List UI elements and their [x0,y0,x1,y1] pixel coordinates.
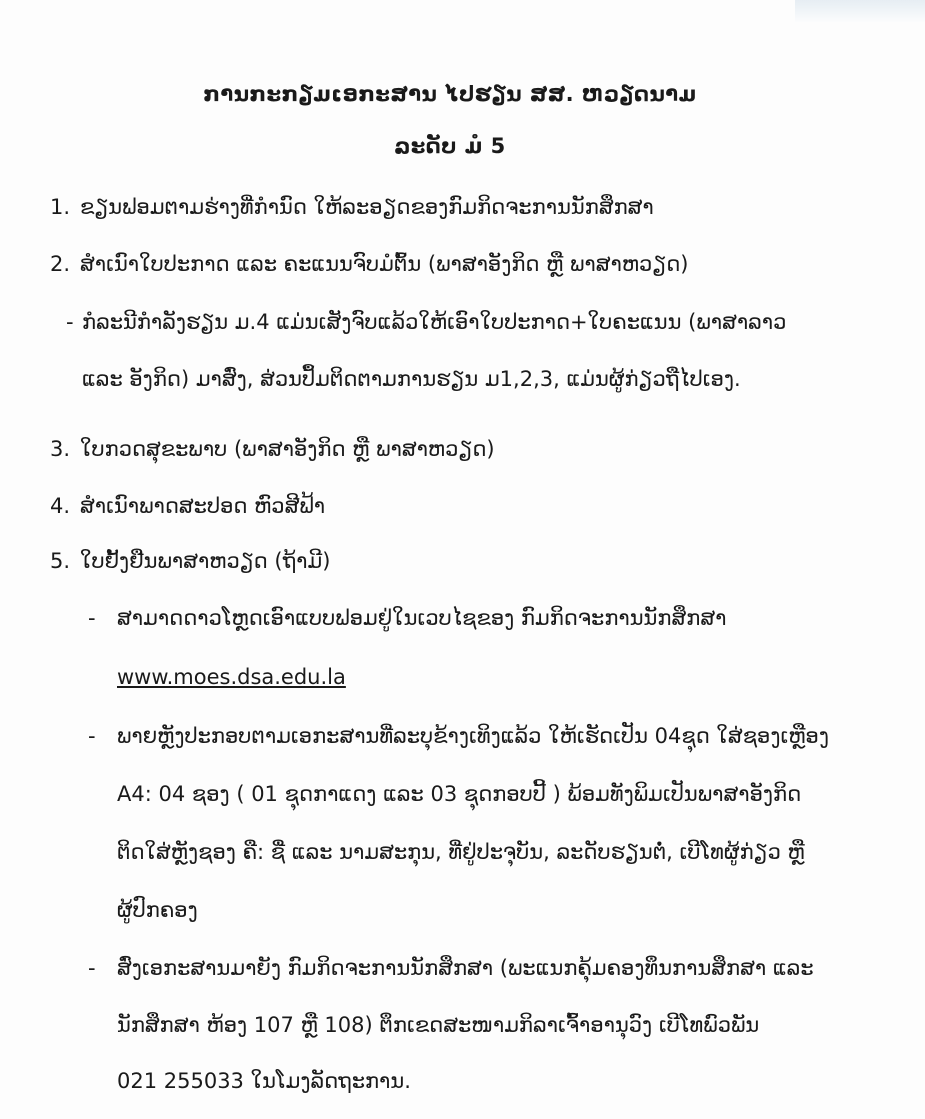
note-line: ພາຍຫຼັງປະກອບຕາມເອກະສານທີ່ລະບຸຂ້າງເທິງແລ້ວ ໃຫ້ເຮັດເປັນ 04ຊຸດ ໃສ່ຊອງເຫຼືອງ [117,724,829,748]
item-number: 3. [50,437,71,461]
item-number: 2. [50,252,71,276]
bullet-dash: - [88,606,96,630]
note-line: ນັກສຶກສາ ຫ້ອງ 107 ຫຼື 108) ຕຶກເຂດສະໜາມກິລາເຈົ້າອານຸວົງ ເບີໂທພົວພັນ [117,1013,760,1037]
item-number: 4. [50,494,71,518]
item-number: 1. [50,195,71,219]
item-text: ໃບກວດສຸຂະພາບ (ພາສາອັງກິດ ຫຼື ພາສາຫວຽດ) [80,437,495,461]
note-line: 021 255033 ໃນໂມງລັດຖະການ. [117,1069,411,1093]
bullet-dash: - [88,724,96,748]
document-title: ການກະກຽມເອກະສານ ໄປຮຽນ ສສ. ຫວຽດນາມ [203,82,697,106]
bullet-dash: - [66,310,74,334]
scan-edge [795,0,925,22]
item-text: ຂຽນຟອມຕາມຮ່າງທີ່ກຳນົດ ໃຫ້ລະອຽດຂອງກົມກິດຈະການນັກສຶກສາ [80,195,654,219]
note-line: ຕິດໃສ່ຫຼັງຊອງ ຄື: ຊື່ ແລະ ນາມສະກຸນ, ທີ່ຢູ່ປະຈຸບັນ, ລະດັບຮຽນຕໍ່, ເບີໂທຜູ້ກ່ຽວ ຫຼື [117,840,805,864]
website-link[interactable]: www.moes.dsa.edu.la [117,665,346,689]
item-text: ໃບຢັ້ງຢືນພາສາຫວຽດ (ຖ້າມີ) [80,549,331,573]
bullet-dash: - [88,956,96,980]
note-line: ແລະ ອັງກິດ) ມາສົ່ງ, ສ່ວນປຶ້ມຕິດຕາມການຮຽນ ມ1,2,3, ແມ່ນຜູ້ກ່ຽວຖືໄປເອງ. [82,367,741,391]
item-number: 5. [50,549,71,573]
note-line: A4: 04 ຊອງ ( 01 ຊຸດກາແດງ ແລະ 03 ຊຸດກອບປີ້ ) ພ້ອມທັງພິມເປັນພາສາອັງກິດ [117,782,802,806]
note-line: ສົ່ງເອກະສານມາຍັງ ກົມກິດຈະການນັກສຶກສາ (ພະແນກຄຸ້ມຄອງທຶນການສຶກສາ ແລະ [117,956,814,980]
note-line: ກໍລະນີກຳລັງຮຽນ ມ.4 ແມ່ນເສັງຈົບແລ້ວໃຫ້ເອົາໃບປະກາດ+ໃບຄະແນນ (ພາສາລາວ [82,310,787,334]
item-text: ສຳເນົາພາດສະປອດ ຫົວສີຟ້າ [80,494,326,518]
document-subtitle: ລະດັບ ມໍ 5 [394,134,506,158]
item-text: ສຳເນົາໃບປະກາດ ແລະ ຄະແນນຈົບມໍຕົ້ນ (ພາສາອັງກິດ ຫຼື ພາສາຫວຽດ) [80,252,689,276]
note-line: ສາມາດດາວໂຫຼດເອົາແບບຟອມຢູ່ໃນເວບໄຊຂອງ ກົມກິດຈະການນັກສຶກສາ [117,606,727,630]
note-line: ຜູ້ປົກຄອງ [117,898,198,922]
